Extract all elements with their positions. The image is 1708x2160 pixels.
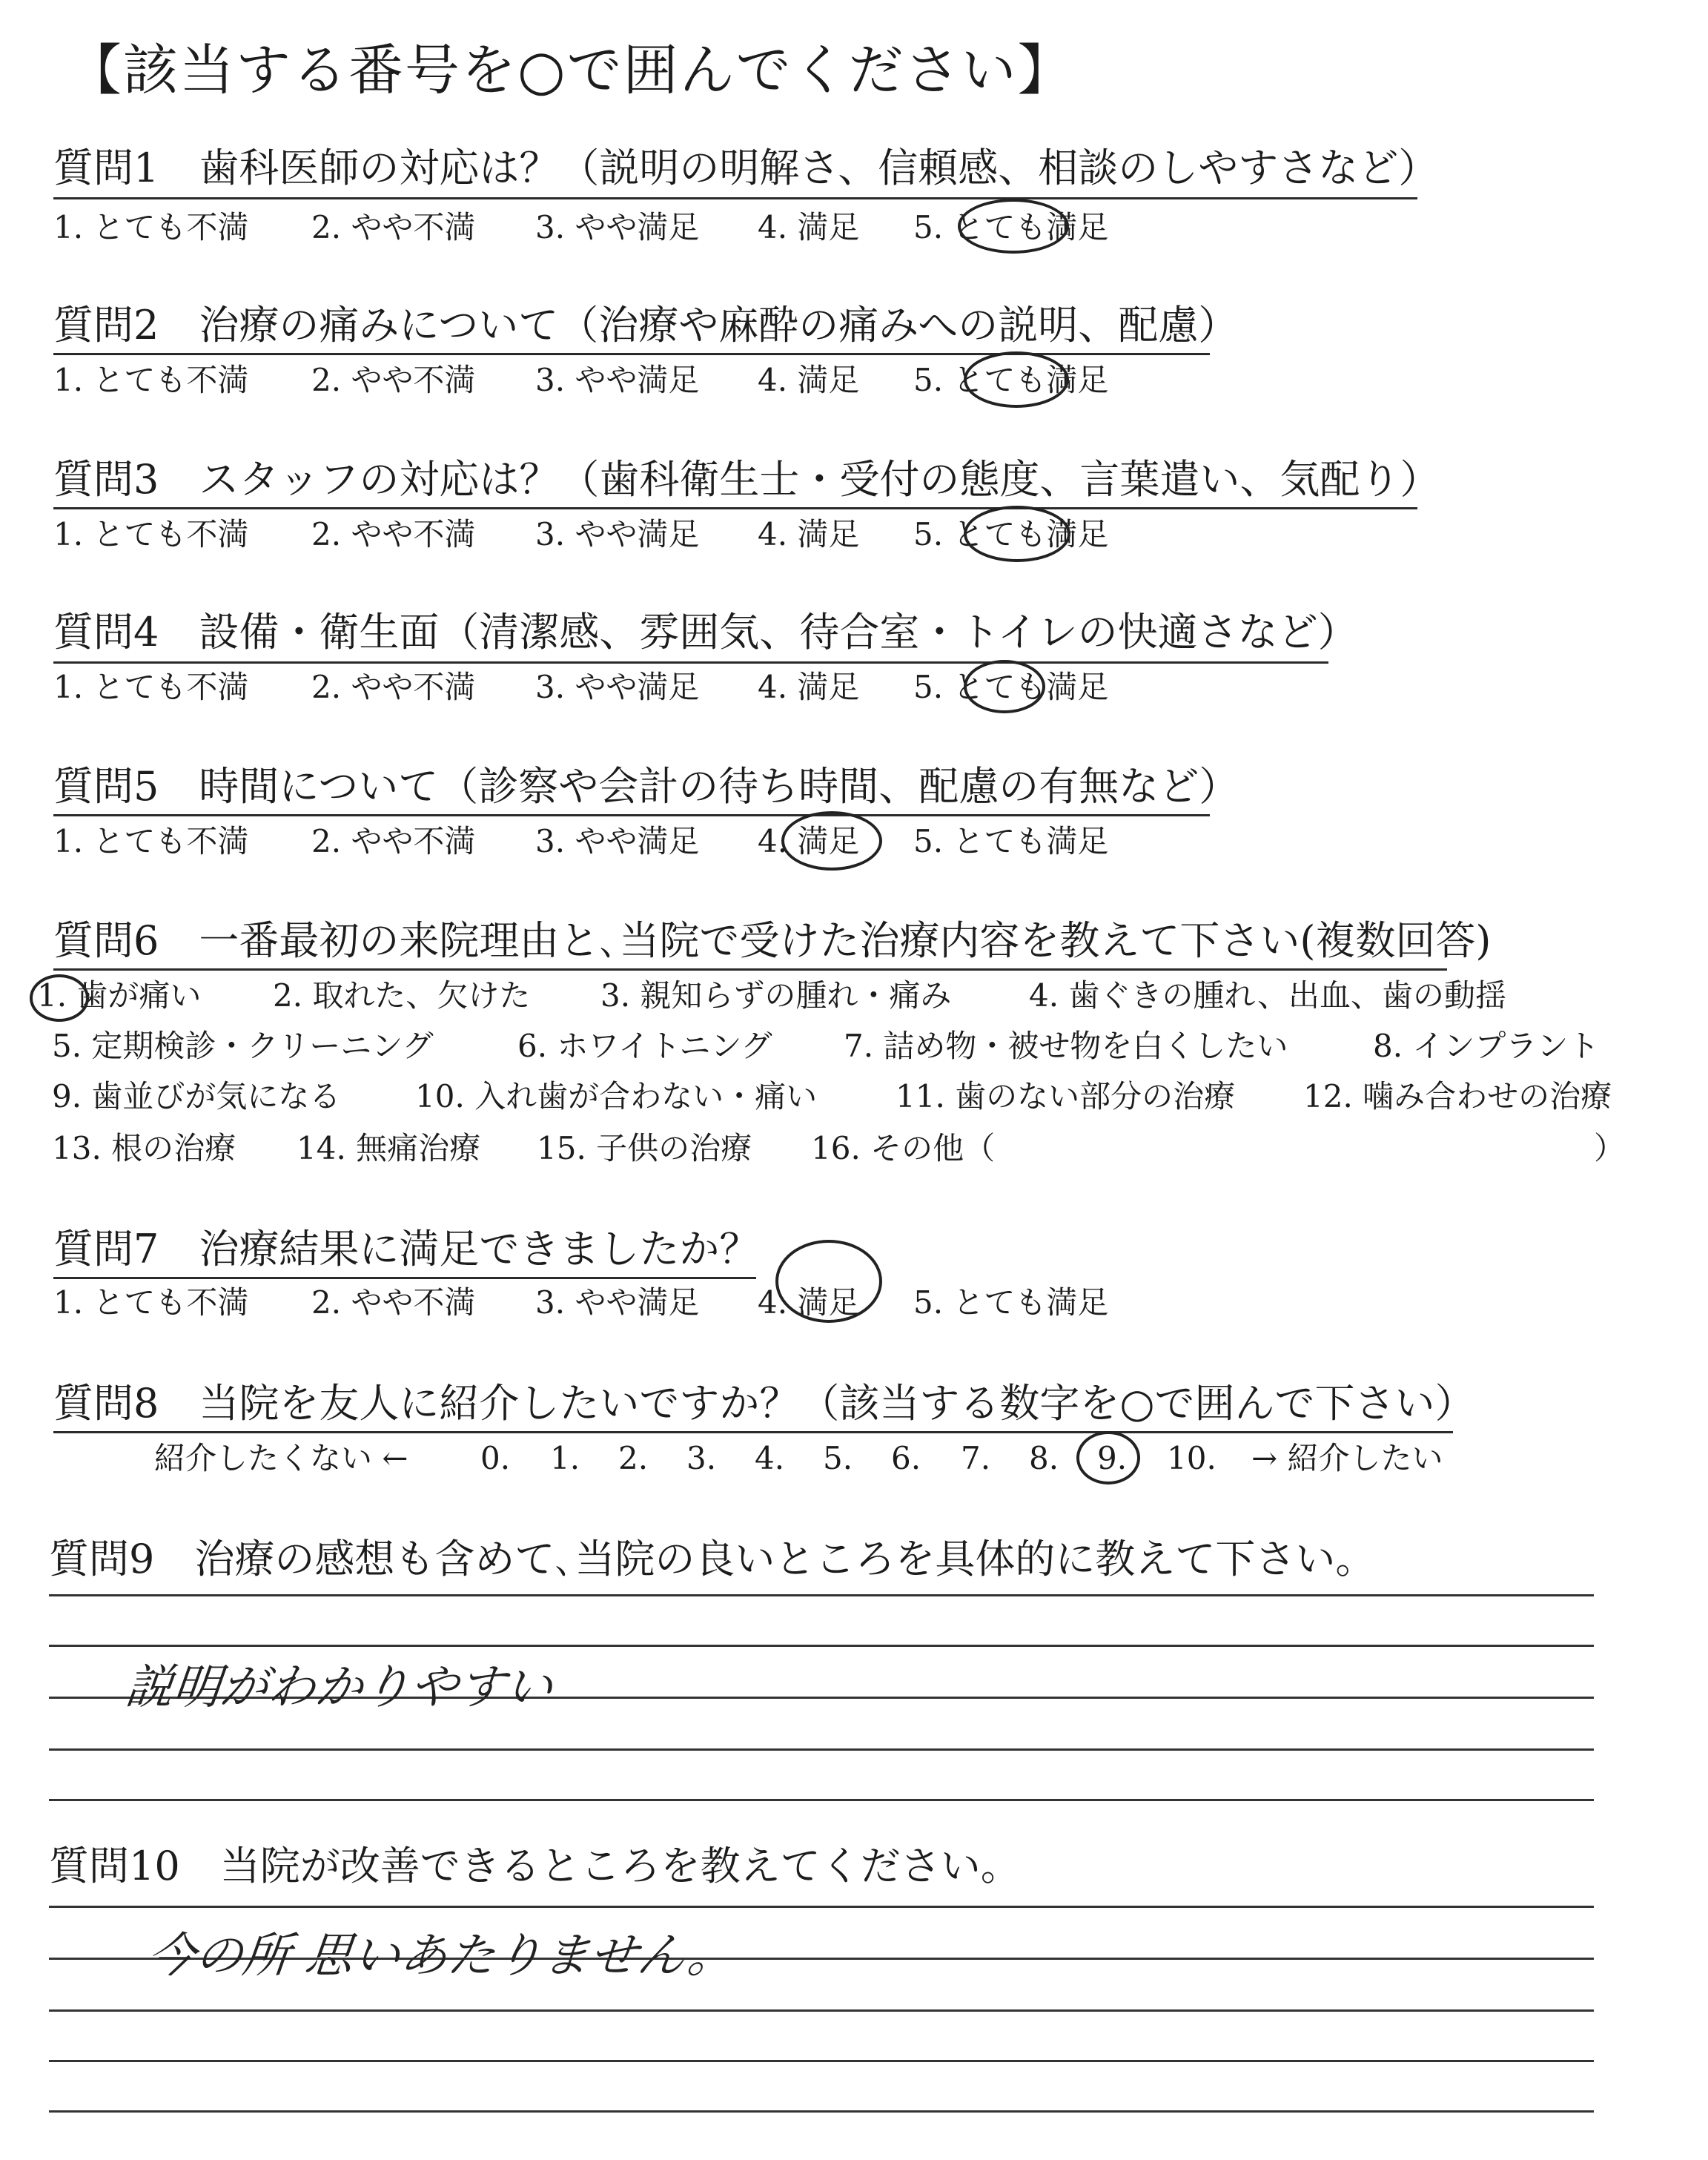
q8-option-2[interactable]: 2.: [618, 1440, 649, 1476]
q2-option-1[interactable]: 1. とても不満: [53, 362, 249, 398]
q7-option-2[interactable]: 2. やや不満: [311, 1284, 476, 1321]
q8-option-0[interactable]: 0.: [480, 1440, 511, 1476]
q8-option-6[interactable]: 6.: [891, 1440, 921, 1476]
q8-option-1[interactable]: 1.: [550, 1440, 580, 1476]
q6-row-4: [0, 1130, 1708, 1170]
q4-option-2[interactable]: 2. やや不満: [311, 669, 476, 705]
question-3-underline: [53, 507, 1417, 509]
q8-option-4[interactable]: 4.: [755, 1440, 785, 1476]
q9-line-1: [49, 1594, 1594, 1596]
q9-line-4: [49, 1748, 1594, 1751]
q9-handwritten-answer[interactable]: 説明がわかりやすい: [122, 1660, 556, 1715]
question-6-underline: [53, 968, 1447, 971]
question-8-scale: [0, 1440, 1708, 1480]
q4-option-5[interactable]: 5. とても満足: [913, 669, 1109, 705]
q2-option-4[interactable]: 4. 満足: [758, 362, 860, 398]
question-5-title: 質問5 時間について（診察や会計の待ち時間、配慮の有無など）: [53, 763, 1239, 810]
q6-row-3: [0, 1078, 1708, 1118]
question-3-title: 質問3 スタッフの対応は？（歯科衛生士・受付の態度、言葉遣い、気配り）: [53, 456, 1440, 503]
question-4-underline: [53, 661, 1328, 664]
q3-option-1[interactable]: 1. とても不満: [53, 516, 249, 552]
question-1-title: 質問1 歯科医師の対応は？（説明の明解さ、信頼感、相談のしやすさなど）: [53, 145, 1439, 191]
q6-option-14[interactable]: 14. 無痛治療: [297, 1130, 481, 1166]
question-5-underline: [53, 814, 1210, 816]
q1-option-3[interactable]: 3. やや満足: [535, 209, 700, 245]
q10-line-1: [49, 1906, 1594, 1908]
q2-option-2[interactable]: 2. やや不満: [311, 362, 476, 398]
q9-line-2: [49, 1645, 1594, 1647]
q7-option-1[interactable]: 1. とても不満: [53, 1284, 249, 1321]
form-header: 【該当する番号を○で囲んでください】: [67, 39, 1074, 102]
q3-option-3[interactable]: 3. やや満足: [535, 516, 700, 552]
q6-other-close-paren: ）: [1594, 1130, 1626, 1166]
q6-option-10[interactable]: 10. 入れ歯が合わない・痛い: [415, 1078, 818, 1114]
q8-option-9[interactable]: 9.: [1097, 1440, 1128, 1476]
q1-option-1[interactable]: 1. とても不満: [53, 209, 249, 245]
q8-option-5[interactable]: 5.: [823, 1440, 853, 1476]
q10-handwritten-answer[interactable]: 今の所 思いあたりません。: [145, 1929, 738, 1984]
q6-option-16[interactable]: 16. その他（: [811, 1130, 996, 1166]
q6-option-7[interactable]: 7. 詰め物・被せ物を白くしたい: [844, 1028, 1288, 1064]
q6-option-3[interactable]: 3. 親知らずの腫れ・痛み: [600, 977, 952, 1014]
q6-option-15[interactable]: 15. 子供の治療: [537, 1130, 752, 1166]
question-9-title: 質問9 治療の感想も含めて､当院の良いところを具体的に教えて下さい。: [49, 1536, 1376, 1582]
q6-option-1[interactable]: 1. 歯が痛い: [37, 977, 202, 1014]
q5-option-1[interactable]: 1. とても不満: [53, 823, 249, 859]
q8-option-7[interactable]: 7.: [961, 1440, 991, 1476]
q9-line-5: [49, 1799, 1594, 1801]
question-2-title: 質問2 治療の痛みについて（治療や麻酔の痛みへの説明、配慮）: [53, 302, 1239, 349]
q5-option-2[interactable]: 2. やや不満: [311, 823, 476, 859]
q1-option-5[interactable]: 5. とても満足: [913, 209, 1109, 245]
question-10-title: 質問10 当院が改善できるところを教えてください。: [49, 1843, 1021, 1889]
q6-option-11[interactable]: 11. 歯のない部分の治療: [896, 1078, 1236, 1114]
q8-right-label: → 紹介したい: [1251, 1440, 1443, 1476]
q8-option-8[interactable]: 8.: [1029, 1440, 1059, 1476]
q3-option-4[interactable]: 4. 満足: [758, 516, 860, 552]
q6-option-8[interactable]: 8. インプラント: [1373, 1028, 1600, 1064]
q6-option-9[interactable]: 9. 歯並びが気になる: [52, 1078, 341, 1114]
question-6-title: 質問6 一番最初の来院理由と､当院で受けた治療内容を教えて下さい(複数回答): [53, 917, 1492, 964]
q2-option-5[interactable]: 5. とても満足: [913, 362, 1109, 398]
question-1-underline: [53, 197, 1417, 199]
q4-option-3[interactable]: 3. やや満足: [535, 669, 700, 705]
q4-option-1[interactable]: 1. とても不満: [53, 669, 249, 705]
q1-option-2[interactable]: 2. やや不満: [311, 209, 476, 245]
q5-option-4[interactable]: 4. 満足: [758, 823, 860, 859]
q8-left-label: 紹介したくない ←: [154, 1440, 408, 1476]
q8-option-3[interactable]: 3.: [686, 1440, 717, 1476]
q6-option-13[interactable]: 13. 根の治療: [52, 1130, 236, 1166]
q7-option-5[interactable]: 5. とても満足: [913, 1284, 1109, 1321]
q6-option-2[interactable]: 2. 取れた、欠けた: [273, 977, 531, 1014]
question-4-title: 質問4 設備・衛生面（清潔感、雰囲気、待合室・トイレの快適さなど）: [53, 609, 1358, 655]
q8-option-10[interactable]: 10.: [1167, 1440, 1217, 1476]
q6-row-2: [0, 1028, 1708, 1068]
q1-option-4[interactable]: 4. 満足: [758, 209, 860, 245]
q6-option-6[interactable]: 6. ホワイトニング: [517, 1028, 772, 1064]
question-7-underline: [53, 1277, 756, 1279]
q2-option-3[interactable]: 3. やや満足: [535, 362, 700, 398]
q10-line-3: [49, 2009, 1594, 2012]
q7-option-3[interactable]: 3. やや満足: [535, 1284, 700, 1321]
q5-option-5[interactable]: 5. とても満足: [913, 823, 1109, 859]
question-8-title: 質問8 当院を友人に紹介したいですか？（該当する数字を○で囲んで下さい）: [53, 1380, 1475, 1427]
q3-option-5[interactable]: 5. とても満足: [913, 516, 1109, 552]
q6-option-12[interactable]: 12. 噛み合わせの治療: [1303, 1078, 1612, 1114]
q6-row-1: [0, 977, 1708, 1017]
q3-option-2[interactable]: 2. やや不満: [311, 516, 476, 552]
q10-line-5: [49, 2110, 1594, 2113]
q7-option-4[interactable]: 4. 満足: [758, 1284, 860, 1321]
question-2-underline: [53, 353, 1210, 355]
q10-line-4: [49, 2060, 1594, 2062]
question-7-title: 質問7 治療結果に満足できましたか？: [53, 1226, 760, 1272]
q6-option-4[interactable]: 4. 歯ぐきの腫れ、出血、歯の動揺: [1029, 977, 1506, 1014]
q4-option-4[interactable]: 4. 満足: [758, 669, 860, 705]
question-8-underline: [53, 1431, 1453, 1433]
q5-option-3[interactable]: 3. やや満足: [535, 823, 700, 859]
q6-option-5[interactable]: 5. 定期検診・クリーニング: [52, 1028, 434, 1064]
